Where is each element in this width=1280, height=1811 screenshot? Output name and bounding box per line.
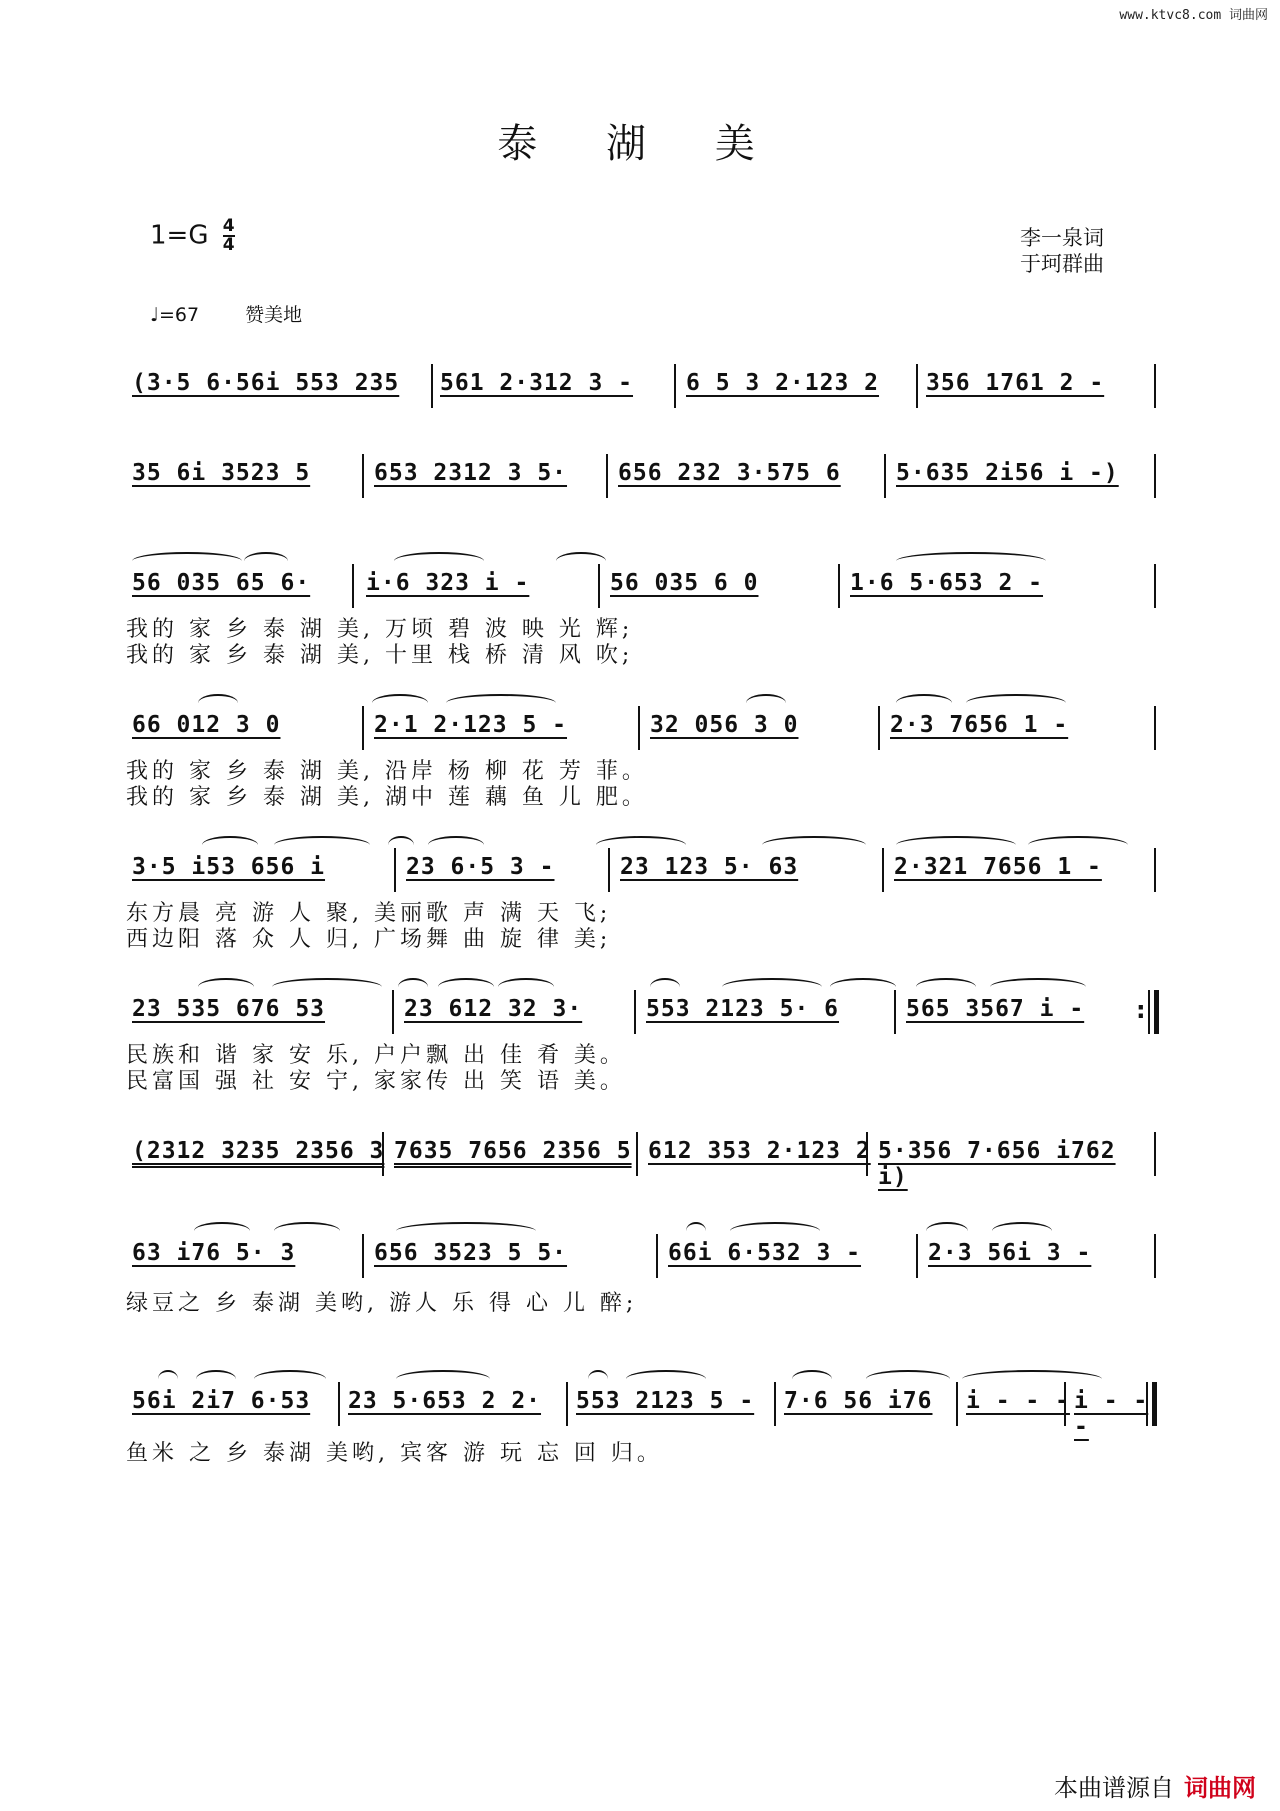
slur bbox=[962, 1370, 1102, 1388]
barline bbox=[392, 990, 394, 1034]
measure: 35 6i 3523 5 bbox=[132, 460, 311, 486]
barline bbox=[362, 454, 364, 498]
source-footer bbox=[1054, 1768, 1256, 1803]
slur bbox=[274, 1222, 340, 1240]
slur bbox=[198, 694, 238, 712]
measure: 6 5 3 2·123 2 bbox=[686, 370, 880, 396]
measure: 653 2312 3 5· bbox=[374, 460, 568, 486]
lyric-line: 我的 家 乡 泰 湖 美, 沿岸 杨 柳 花 芳 菲。 bbox=[126, 759, 648, 784]
measure: 23 5·653 2 2· bbox=[348, 1388, 542, 1414]
slur bbox=[244, 552, 288, 570]
slur bbox=[650, 978, 680, 996]
measure: 56i 2i7 6·53 bbox=[132, 1388, 311, 1414]
slur bbox=[202, 836, 258, 854]
measure: 32 056 3 0 bbox=[650, 712, 799, 738]
barline bbox=[656, 1234, 658, 1278]
slur bbox=[916, 978, 976, 996]
slur bbox=[438, 978, 494, 996]
lyric-line: 西边阳 落 众 人 归, 广场舞 曲 旋 律 美; bbox=[126, 927, 612, 952]
time-signature bbox=[223, 218, 235, 254]
barline bbox=[1154, 706, 1156, 750]
barline bbox=[878, 706, 880, 750]
barline bbox=[394, 848, 396, 892]
slur bbox=[194, 1222, 250, 1240]
measure: 56 035 65 6· bbox=[132, 570, 311, 596]
slur bbox=[272, 978, 382, 996]
slur bbox=[428, 836, 484, 854]
composer: 于珂群曲 bbox=[1020, 252, 1104, 276]
footer-text: 本曲谱源自 bbox=[1054, 1774, 1174, 1802]
staff-system-4 bbox=[126, 698, 1156, 758]
measure: 7635 7656 2356 5 bbox=[394, 1138, 632, 1164]
barline bbox=[1154, 454, 1156, 498]
barline bbox=[956, 1382, 958, 1426]
lyric-line: 民族和 谐 家 安 乐, 户户飘 出 佳 肴 美。 bbox=[126, 1043, 626, 1068]
barline bbox=[606, 454, 608, 498]
slur bbox=[730, 1222, 820, 1240]
barline bbox=[362, 1234, 364, 1278]
slur bbox=[198, 978, 254, 996]
barline bbox=[338, 1382, 340, 1426]
slur bbox=[398, 978, 428, 996]
slur bbox=[990, 978, 1086, 996]
barline bbox=[431, 364, 433, 408]
measure: 5·356 7·656 i762 i) bbox=[878, 1138, 1116, 1190]
slur bbox=[396, 1222, 536, 1240]
measure: 23 535 676 53 bbox=[132, 996, 326, 1022]
barline bbox=[916, 364, 918, 408]
slur bbox=[626, 1370, 706, 1388]
measure: 356 1761 2 - bbox=[926, 370, 1105, 396]
slur bbox=[132, 552, 242, 570]
slur bbox=[746, 694, 786, 712]
barline bbox=[598, 564, 600, 608]
staff-system-9 bbox=[126, 1374, 1156, 1440]
slur bbox=[896, 694, 952, 712]
barline bbox=[636, 1132, 638, 1176]
slur bbox=[254, 1370, 326, 1388]
slur bbox=[196, 1370, 236, 1388]
measure: 23 123 5· 63 bbox=[620, 854, 799, 880]
barline bbox=[894, 990, 896, 1034]
measure: 63 i76 5· 3 bbox=[132, 1240, 296, 1266]
staff-system-5 bbox=[126, 840, 1156, 900]
measure: 656 232 3·575 6 bbox=[618, 460, 841, 486]
slur bbox=[1028, 836, 1128, 854]
barline bbox=[638, 706, 640, 750]
barline bbox=[774, 1382, 776, 1426]
slur bbox=[762, 836, 866, 854]
slur bbox=[866, 1370, 950, 1388]
staff-system-1 bbox=[126, 356, 1156, 416]
slur bbox=[394, 552, 484, 570]
barline bbox=[1154, 564, 1156, 608]
slur bbox=[158, 1370, 178, 1388]
tempo-marking bbox=[150, 300, 302, 327]
lyric-line: 东方晨 亮 游 人 聚, 美丽歌 声 满 天 飞; bbox=[126, 901, 612, 926]
barline bbox=[362, 706, 364, 750]
staff-system-3 bbox=[126, 556, 1156, 616]
barline bbox=[1154, 364, 1156, 408]
lyric-line: 鱼米 之 乡 泰湖 美哟, 宾客 游 玩 忘 回 归。 bbox=[126, 1441, 663, 1466]
barline bbox=[838, 564, 840, 608]
measure: (2312 3235 2356 3 bbox=[132, 1138, 385, 1164]
measure: 565 3567 i - bbox=[906, 996, 1085, 1022]
watermark: www.ktvc8.com 词曲网 bbox=[1119, 8, 1268, 23]
slur bbox=[588, 1370, 608, 1388]
key-signature bbox=[150, 218, 235, 254]
measure: 2·3 7656 1 - bbox=[890, 712, 1069, 738]
barline bbox=[608, 848, 610, 892]
lyricist: 李一泉词 bbox=[1020, 226, 1104, 250]
staff-system-7 bbox=[126, 1124, 1156, 1190]
measure: 553 2123 5· 6 bbox=[646, 996, 840, 1022]
footer-brand-link[interactable]: 词曲网 bbox=[1184, 1774, 1256, 1802]
measure: i·6 323 i - bbox=[366, 570, 530, 596]
measure: 2·321 7656 1 - bbox=[894, 854, 1102, 880]
barline bbox=[916, 1234, 918, 1278]
measure: 2·1 2·123 5 - bbox=[374, 712, 568, 738]
measure: 66i 6·532 3 - bbox=[668, 1240, 862, 1266]
barline bbox=[1154, 848, 1156, 892]
barline bbox=[566, 1382, 568, 1426]
lyric-line: 我的 家 乡 泰 湖 美, 十里 栈 桥 清 风 吹; bbox=[126, 643, 634, 668]
measure: 23 612 32 3· bbox=[404, 996, 583, 1022]
time-sig-bottom: 4 bbox=[222, 235, 235, 255]
measure: 7·6 56 i76 bbox=[784, 1388, 933, 1414]
staff-system-6 bbox=[126, 982, 1156, 1042]
staff-system-2 bbox=[126, 446, 1156, 506]
measure: 612 353 2·123 2 bbox=[648, 1138, 871, 1164]
measure: 56 035 6 0 bbox=[610, 570, 759, 596]
measure: i - - - bbox=[1074, 1388, 1149, 1440]
slur bbox=[396, 1370, 490, 1388]
measure: 1·6 5·653 2 - bbox=[850, 570, 1044, 596]
slur bbox=[686, 1222, 706, 1240]
measure: (3·5 6·56i 553 235 bbox=[132, 370, 400, 396]
lyric-line: 我的 家 乡 泰 湖 美, 万顷 碧 波 映 光 辉; bbox=[126, 617, 634, 642]
song-title: 泰 湖 美 bbox=[497, 121, 783, 167]
expression-mark: 赞美地 bbox=[245, 304, 303, 326]
slur bbox=[830, 978, 896, 996]
measure: 561 2·312 3 - bbox=[440, 370, 634, 396]
slur bbox=[446, 694, 556, 712]
measure: 23 6·5 3 - bbox=[406, 854, 555, 880]
slur bbox=[926, 1222, 968, 1240]
barline bbox=[352, 564, 354, 608]
measure: 66 012 3 0 bbox=[132, 712, 281, 738]
slur bbox=[498, 978, 554, 996]
time-sig-top: 4 bbox=[222, 216, 235, 236]
lyric-line: 我的 家 乡 泰 湖 美, 湖中 莲 藕 鱼 儿 肥。 bbox=[126, 785, 648, 810]
tempo: ♩=67 bbox=[150, 304, 200, 326]
slur bbox=[372, 694, 428, 712]
slur bbox=[896, 836, 1016, 854]
repeat-barline bbox=[1148, 990, 1159, 1034]
barline bbox=[674, 364, 676, 408]
slur bbox=[722, 978, 822, 996]
barline bbox=[1154, 1234, 1156, 1278]
slur bbox=[966, 694, 1066, 712]
measure: i - - - bbox=[966, 1388, 1070, 1414]
slur bbox=[792, 1370, 832, 1388]
measure: 2·3 56i 3 - bbox=[928, 1240, 1092, 1266]
staff-system-8 bbox=[126, 1226, 1156, 1286]
slur bbox=[274, 836, 370, 854]
slur bbox=[388, 836, 414, 854]
barline bbox=[634, 990, 636, 1034]
measure: 656 3523 5 5· bbox=[374, 1240, 568, 1266]
barline bbox=[884, 454, 886, 498]
key: 1=G bbox=[150, 220, 209, 251]
barline bbox=[882, 848, 884, 892]
lyric-line: 绿豆之 乡 泰湖 美哟, 游人 乐 得 心 儿 醉; bbox=[126, 1291, 638, 1316]
lyric-line: 民富国 强 社 安 宁, 家家传 出 笑 语 美。 bbox=[126, 1069, 626, 1094]
measure: 3·5 i53 656 i bbox=[132, 854, 326, 880]
slur bbox=[992, 1222, 1052, 1240]
measure: 5·635 2i56 i -) bbox=[896, 460, 1119, 486]
measure: 553 2123 5 - bbox=[576, 1388, 755, 1414]
slur bbox=[896, 552, 1046, 570]
